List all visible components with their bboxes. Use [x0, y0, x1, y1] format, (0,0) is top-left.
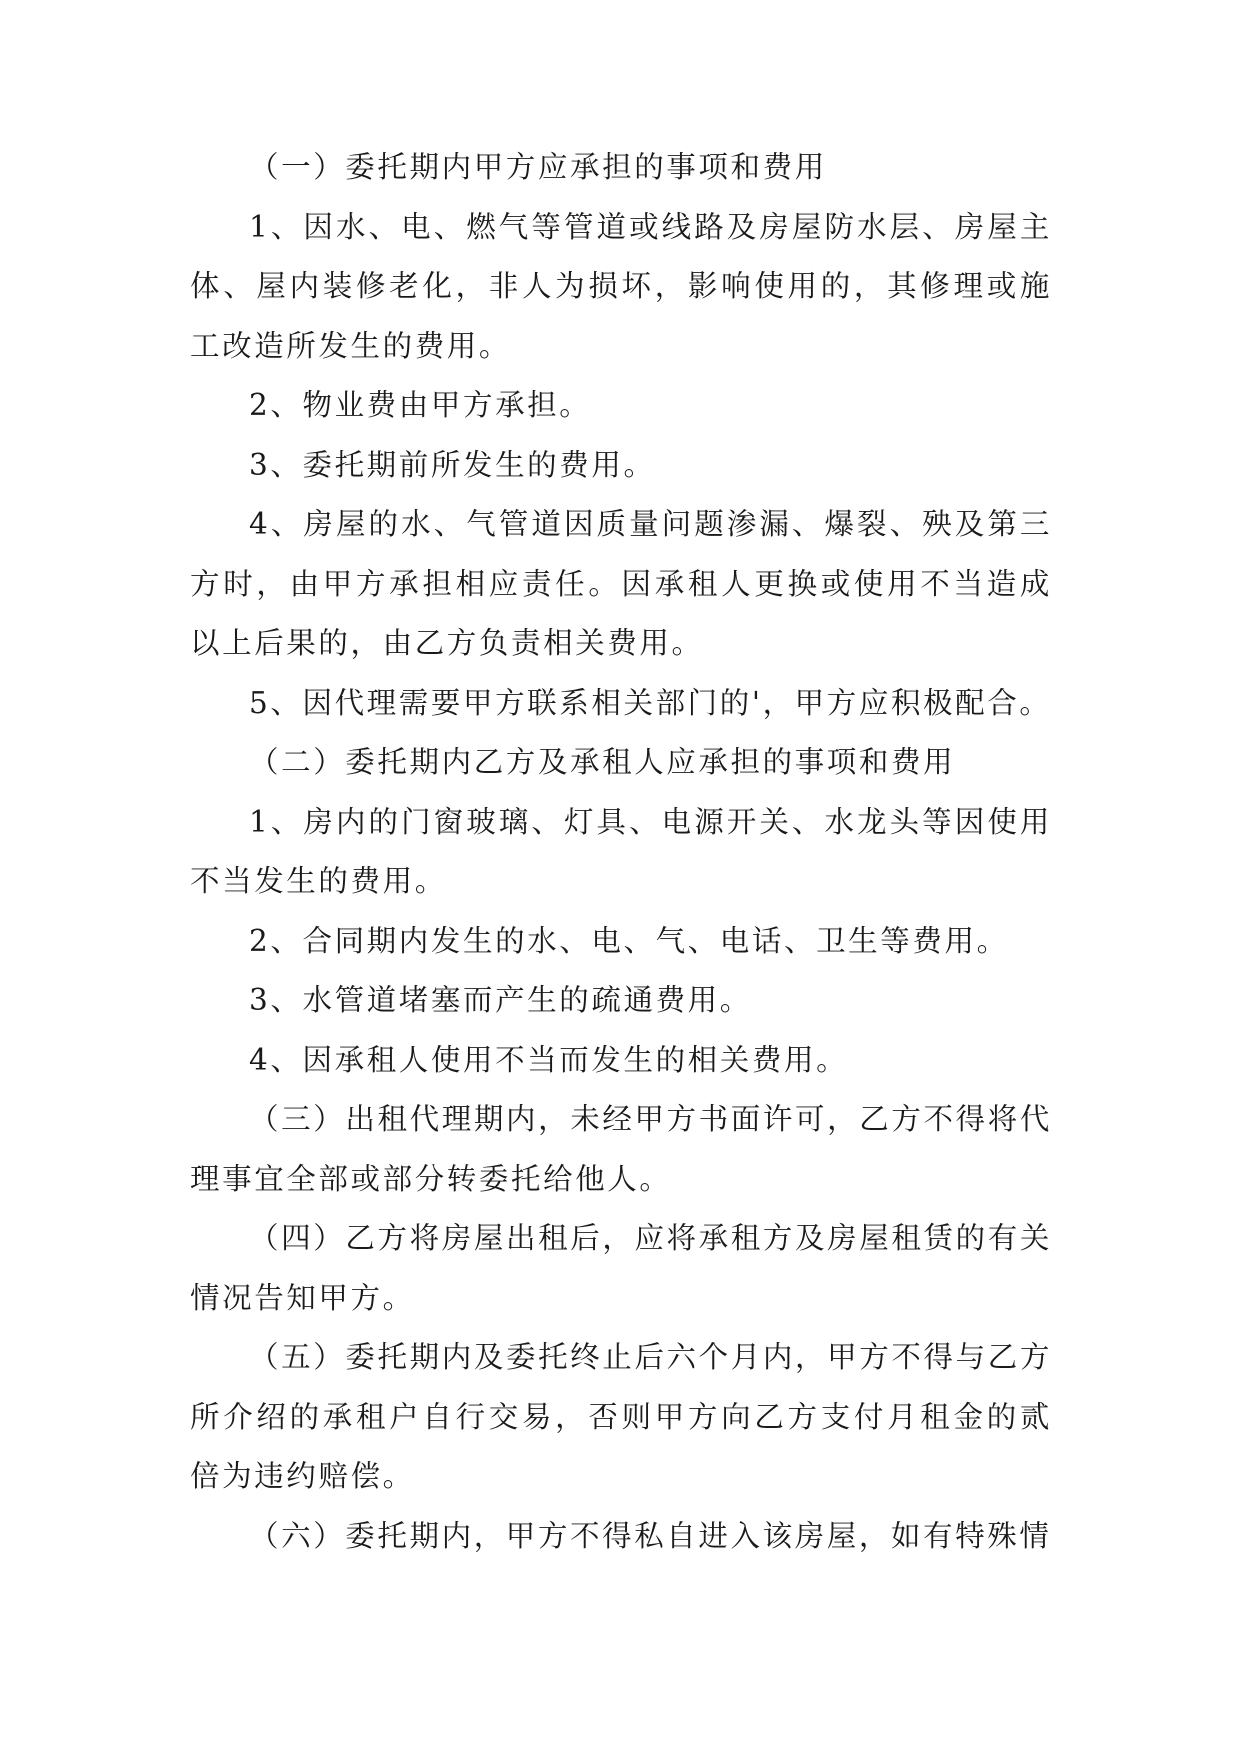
clause-paragraph: 3、水管道堵塞而产生的疏通费用。: [249, 983, 752, 1017]
section-paragraph-3: （三）出租代理期内，未经甲方书面许可，乙方不得将代理事宜全部或部分转委托给他人。: [190, 1102, 1052, 1196]
section-heading-2: （二）委托期内乙方及承租人应承担的事项和费用: [249, 745, 956, 779]
clause-paragraph: 5、因代理需要甲方联系相关部门的'，甲方应积极配合。: [249, 685, 1052, 720]
clause-paragraph: 2、物业费由甲方承担。: [249, 388, 592, 422]
clause-paragraph: 1、房内的门窗玻璃、灯具、电源开关、水龙头等因使用不当发生的费用。: [190, 804, 1052, 898]
clause-paragraph: 3、委托期前所发生的费用。: [249, 447, 656, 482]
clause-paragraph: 4、房屋的水、气管道因质量问题渗漏、爆裂、殃及第三方时，由甲方承担相应责任。因承租人更换或使用不当造成以上后果的，由乙方负责相关费用。: [190, 507, 1052, 660]
section-paragraph-5: （五）委托期内及委托终止后六个月内，甲方不得与乙方所介绍的承租户自行交易，否则甲方向乙方支付月租金的贰倍为违约赔偿。: [190, 1340, 1052, 1493]
document-page: [190, 138, 1052, 1566]
clause-paragraph: 2、合同期内发生的水、电、气、电话、卫生等费用。: [249, 923, 1009, 958]
clause-paragraph: 4、因承租人使用不当而发生的相关费用。: [249, 1042, 849, 1077]
section-heading-1: （一）委托期内甲方应承担的事项和费用: [249, 150, 827, 184]
section-paragraph-4: （四）乙方将房屋出租后，应将承租方及房屋租赁的有关情况告知甲方。: [190, 1221, 1052, 1315]
clause-paragraph: 1、因水、电、燃气等管道或线路及房屋防水层、房屋主体、屋内装修老化，非人为损坏，影响使用的，其修理或施工改造所发生的费用。: [190, 209, 1052, 363]
section-paragraph-6: （六）委托期内，甲方不得私自进入该房屋，如有特殊情: [249, 1518, 1052, 1553]
